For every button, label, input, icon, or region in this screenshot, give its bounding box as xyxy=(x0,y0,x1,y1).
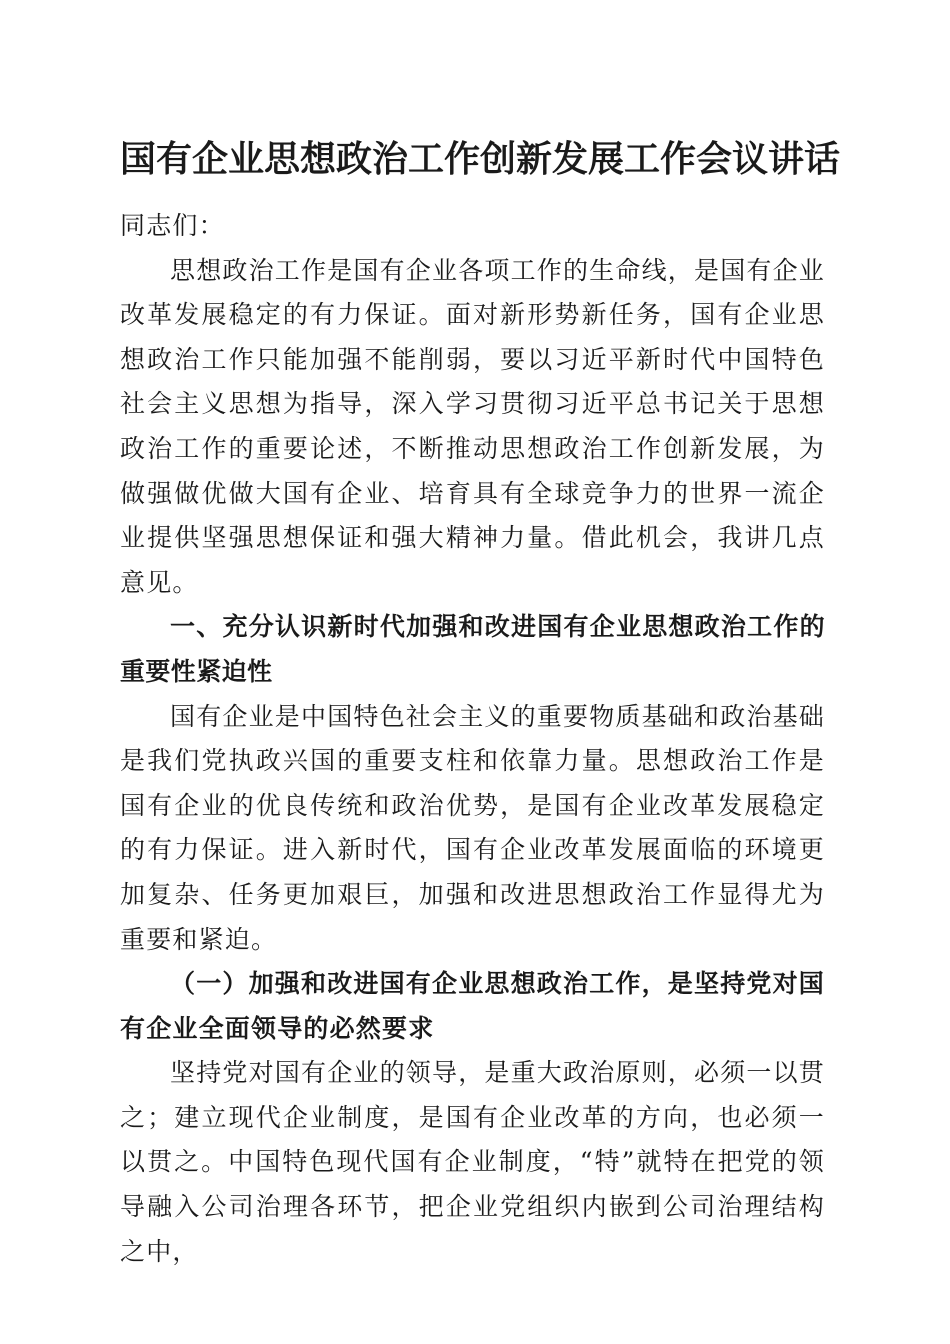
intro-paragraph: 思想政治工作是国有企业各项工作的生命线，是国有企业改革发展稳定的有力保证。面对新形势新任务，国有企业思想政治工作只能加强不能削弱，要以习近平新时代中国特色社会主义思想为指导，深入学习贯彻习近平总书记关于思想政治工作的重要论述，不断推动思想政治工作创新发展，为做强做优做大国有企业、培育具有全球竞争力的世界一流企业提供坚强思想保证和强大精神力量。借此机会，我讲几点意见。 xyxy=(120,255,826,597)
salutation: 同志们： xyxy=(120,211,225,240)
subsection-1-paragraph: 坚持党对国有企业的领导，是重大政治原则，必须一以贯之；建立现代企业制度，是国有企业改革的方向，也必须一以贯之。中国特色现代国有企业制度，“特”就特在把党的领导融入公司治理各环节，把企业党组织内嵌到公司治理结构之中， xyxy=(120,1058,826,1266)
section-1-paragraph: 国有企业是中国特色社会主义的重要物质基础和政治基础是我们党执政兴国的重要支柱和依靠力量。思想政治工作是国有企业的优良传统和政治优势，是国有企业改革发展稳定的有力保证。进入新时代，国有企业改革发展面临的环境更加复杂、任务更加艰巨，加强和改进思想政治工作显得尤为重要和紧迫。 xyxy=(120,701,826,954)
section-heading-1: 一、充分认识新时代加强和改进国有企业思想政治工作的重要性紧迫性 xyxy=(120,612,825,686)
document-page xyxy=(120,0,841,1344)
document-title: 国有企业思想政治工作创新发展工作会议讲话 xyxy=(120,138,841,180)
subsection-heading-1: （一）加强和改进国有企业思想政治工作，是坚持党对国有企业全面领导的必然要求 xyxy=(120,969,826,1043)
document-body xyxy=(120,204,825,1274)
